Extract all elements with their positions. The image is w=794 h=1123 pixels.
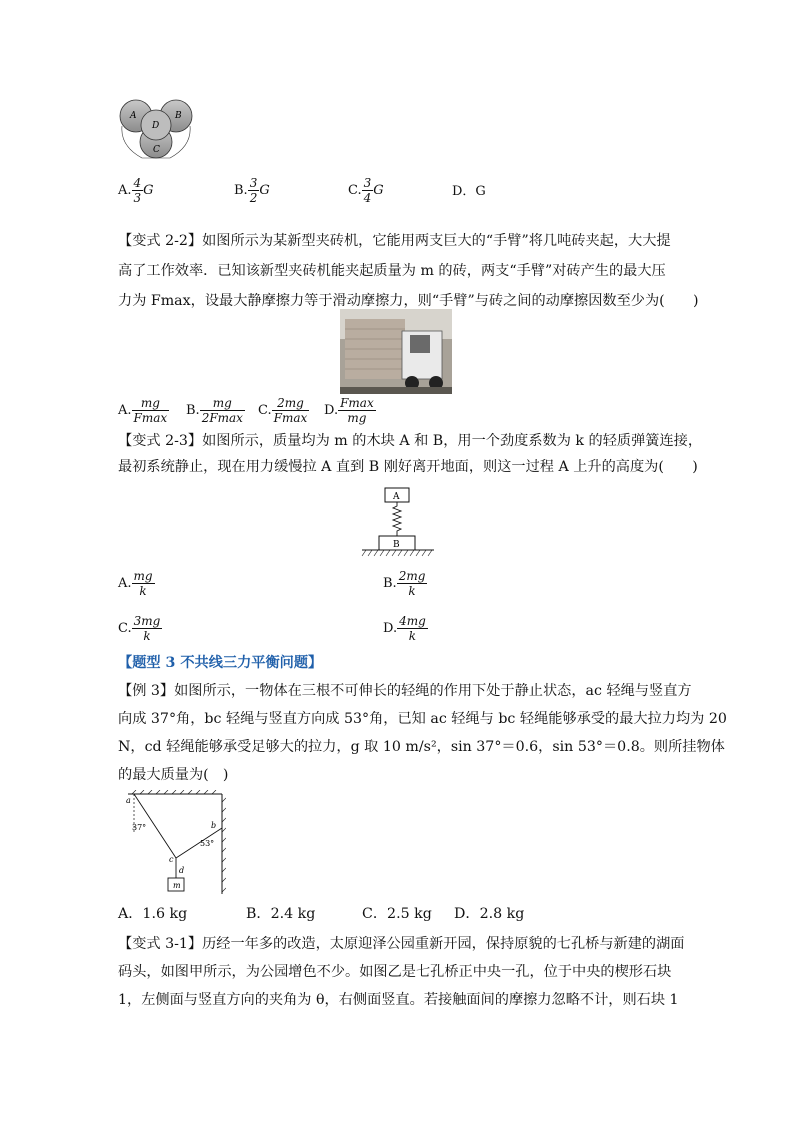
option-prefix: A. <box>118 183 132 198</box>
fraction-den: k <box>143 629 151 643</box>
option-prefix: D. <box>324 403 339 418</box>
fraction <box>338 396 376 425</box>
mass-label: m <box>173 881 181 890</box>
angle-37-label: 37° <box>132 823 147 832</box>
v22-line3: 力为 Fmax，设最大静摩擦力等于滑动摩擦力，则“手臂”与砖之间的动摩擦因数至少为( ) <box>118 293 699 309</box>
option-prefix: B. <box>234 183 248 198</box>
v23-option-b <box>383 569 427 598</box>
v23-option-d <box>383 614 428 643</box>
v22-tag: 【变式 2-2】 <box>118 233 203 249</box>
option-prefix: B. <box>186 403 200 418</box>
v31-line2: 码头，如图甲所示，为公园增色不少。如图乙是七孔桥正中央一孔，位于中央的楔形石块 <box>118 964 672 980</box>
prev-option-a <box>118 176 154 205</box>
option-suffix: G <box>373 183 384 198</box>
spring-diagram <box>360 486 436 558</box>
fraction <box>132 176 144 205</box>
fraction-num: mg <box>200 396 245 411</box>
ex3-option-a: A．1.6 kg <box>118 906 188 922</box>
fraction-num: 4 <box>133 176 142 190</box>
fraction <box>132 569 155 598</box>
ex3-line3: N，cd 轻绳能够承受足够大的拉力，g 取 10 m/s²，sin 37°＝0.6，sin 53°＝0.8。则所挂物体 <box>118 739 725 755</box>
v23-line2: 最初系统静止，现在用力缓慢拉 A 直到 B 刚好离开地面，则这一过程 A 上升的高度为( ) <box>118 459 698 475</box>
fraction <box>272 396 310 425</box>
coins-diagram <box>118 96 194 162</box>
v22-line2: 高了工作效率．已知该新型夹砖机能夹起质量为 m 的砖，两支“手臂”对砖产生的最大压 <box>118 263 666 279</box>
ex3-line2: 向成 37°角，bc 轻绳与竖直方向成 53°角，已知 ac 轻绳与 bc 轻绳能够承受的最大拉力均为 20 <box>118 711 727 727</box>
option-prefix: D. <box>383 621 398 636</box>
coin-label-b: B <box>175 111 182 121</box>
rope-diagram <box>118 790 226 896</box>
fraction-num: mg <box>133 569 153 583</box>
prev-option-d: D．G <box>452 184 486 199</box>
v22-text: 如图所示为某新型夹砖机，它能用两支巨大的“手臂”将几吨砖夹起，大大提 <box>202 233 671 249</box>
v23-option-a <box>118 569 155 598</box>
brick-photo-art <box>340 309 452 394</box>
v22-option-d <box>324 396 376 425</box>
option-suffix: G <box>259 183 270 198</box>
fraction-den: 2Fmax <box>201 411 243 425</box>
fraction-num: Fmax <box>340 396 374 410</box>
v23-tag: 【变式 2-3】 <box>118 433 203 449</box>
fraction-num: 4mg <box>399 614 426 628</box>
v31-line3: 1，左侧面与竖直方向的夹角为 θ，右侧面竖直。若接触面间的摩擦力忽略不计，则石块 1 <box>118 992 679 1008</box>
fraction-den: k <box>408 629 417 643</box>
spring-figure <box>360 486 436 558</box>
block-b-label: B <box>393 540 400 550</box>
option-prefix: A. <box>118 576 132 591</box>
fraction-den: Fmax <box>133 411 168 425</box>
v23-option-c <box>118 614 162 643</box>
v22-option-c <box>258 396 309 425</box>
option-prefix: B. <box>383 576 397 591</box>
brick-machine-photo <box>340 309 452 394</box>
point-b-label: b <box>211 821 217 830</box>
point-c-label: c <box>169 855 174 864</box>
fraction-num: 3mg <box>133 614 161 628</box>
option-prefix: C. <box>118 621 132 636</box>
fraction-num: 3 <box>249 176 258 190</box>
v22-option-a <box>118 396 169 425</box>
fraction-den: k <box>139 584 147 598</box>
fraction-den: k <box>408 584 416 598</box>
option-suffix: G <box>143 183 154 198</box>
fraction <box>248 176 260 205</box>
fraction-den: 3 <box>133 191 142 205</box>
coin-label-c: C <box>153 145 160 155</box>
fraction-num: 3 <box>363 176 372 190</box>
fraction-num: 2mg <box>272 396 310 411</box>
rope-figure <box>118 790 226 896</box>
coins-figure <box>118 96 194 162</box>
coin-label-d: D <box>152 121 160 131</box>
v22-line1 <box>118 228 671 254</box>
ex3-option-c: C．2.5 kg <box>362 906 432 922</box>
v22-option-b <box>186 396 245 425</box>
prev-option-b <box>234 176 270 205</box>
section3-title: 【题型 3 不共线三力平衡问题】 <box>118 655 323 671</box>
v31-line1: 【变式 3-1】历经一年多的改造，太原迎泽公园重新开园，保持原貌的七孔桥与新建的湖面 <box>118 936 685 952</box>
ex3-line1: 【例 3】如图所示，一物体在三根不可伸长的轻绳的作用下处于静止状态，ac 轻绳与竖直方 <box>118 683 692 699</box>
option-prefix: C. <box>258 403 272 418</box>
v23-line1 <box>118 428 702 454</box>
fraction <box>397 569 428 598</box>
ex3-option-d: D．2.8 kg <box>454 906 525 922</box>
fraction-den: mg <box>347 411 367 425</box>
fraction-num: mg <box>132 396 170 411</box>
option-prefix: A. <box>118 403 132 418</box>
prev-option-c <box>348 176 384 205</box>
ex3-option-b: B．2.4 kg <box>246 906 316 922</box>
fraction-den: 4 <box>363 191 372 205</box>
fraction <box>397 614 428 643</box>
fraction-den: Fmax <box>273 411 308 425</box>
point-a-label: a <box>126 796 131 805</box>
point-d-label: d <box>179 866 185 875</box>
coin-label-a: A <box>130 111 137 121</box>
v23-text: 如图所示，质量均为 m 的木块 A 和 B，用一个劲度系数为 k 的轻质弹簧连接， <box>202 433 703 449</box>
fraction <box>132 614 163 643</box>
ex3-line4: 的最大质量为( ) <box>118 767 229 783</box>
fraction <box>132 396 170 425</box>
option-prefix: C. <box>348 183 362 198</box>
angle-53-label: 53° <box>200 839 215 848</box>
fraction <box>362 176 374 205</box>
fraction-den: 2 <box>249 191 258 205</box>
fraction-num: 2mg <box>398 569 426 583</box>
block-a-label: A <box>393 492 400 502</box>
fraction <box>200 396 245 425</box>
